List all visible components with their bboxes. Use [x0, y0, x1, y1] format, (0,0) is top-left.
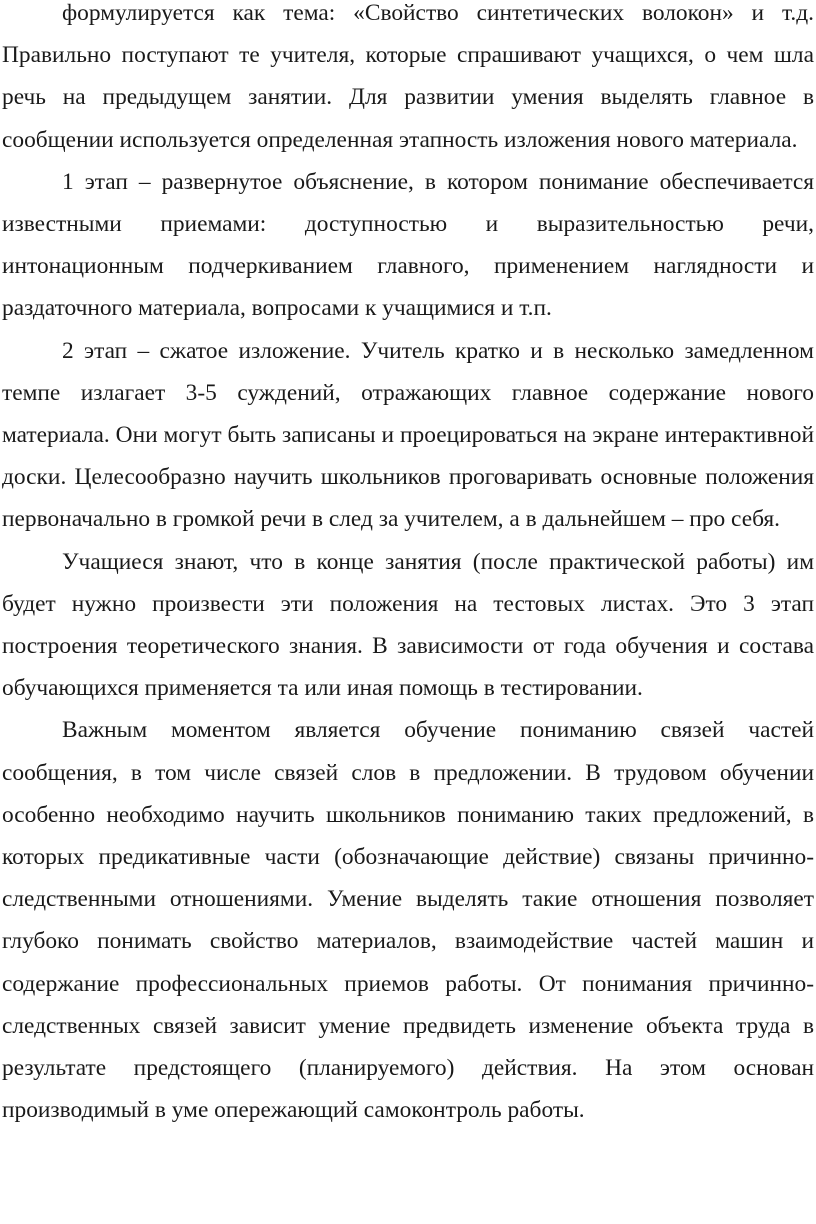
paragraph-4: Учащиеся знают, что в конце занятия (после практической работы) им будет нужно произвести эти положения на тестовых листах. Это 3 этап построения теоретического знания. В зависимости от года обучения и состава обучающихся применяется та или иная помощь в тестировании.: [2, 548, 814, 702]
paragraph-2: 1 этап – развернутое объяснение, в котором понимание обеспечивается известными приемами: доступностью и выразительностью речи, интонационным подчеркиванием главного, применением наглядности и раздаточного материала, вопросами к учащимися и т.п.: [2, 168, 814, 322]
paragraph-1: формулируется как тема: «Свойство синтетических волокон» и т.д. Правильно поступают те учителя, которые спрашивают учащихся, о чем шла речь на предыдущем занятии. Для развитии умения выделять главное в сообщении используется определенная этапность изложения нового материала.: [2, 0, 814, 153]
paragraph-5: Важным моментом является обучение пониманию связей частей сообщения, в том числе связей слов в предложении. В трудовом обучении особенно необходимо научить школьников пониманию таких предложений, в которых предикативные части (обозначающие действие) связаны причинно-следственными отношениями. Умение выделять такие отношения позволяет глубоко понимать свойство материалов, взаимодействие частей машин и содержание профессиональных приемов работы. От понимания причинно-следственных связей зависит умение предвидеть изменение объекта труда в результате предстоящего (планируемого) действия. На этом основан производимый в уме опережающий самоконтроль работы.: [2, 717, 814, 1124]
paragraph-3: 2 этап – сжатое изложение. Учитель кратко и в несколько замедленном темпе излагает 3-5 суждений, отражающих главное содержание нового материала. Они могут быть записаны и проецироваться на экране интерактивной доски. Целесообразно научить школьников проговаривать основные положения первоначально в громкой речи в след за учителем, а в дальнейшем – про себя.: [2, 337, 814, 533]
document-body: [2, 0, 814, 1131]
